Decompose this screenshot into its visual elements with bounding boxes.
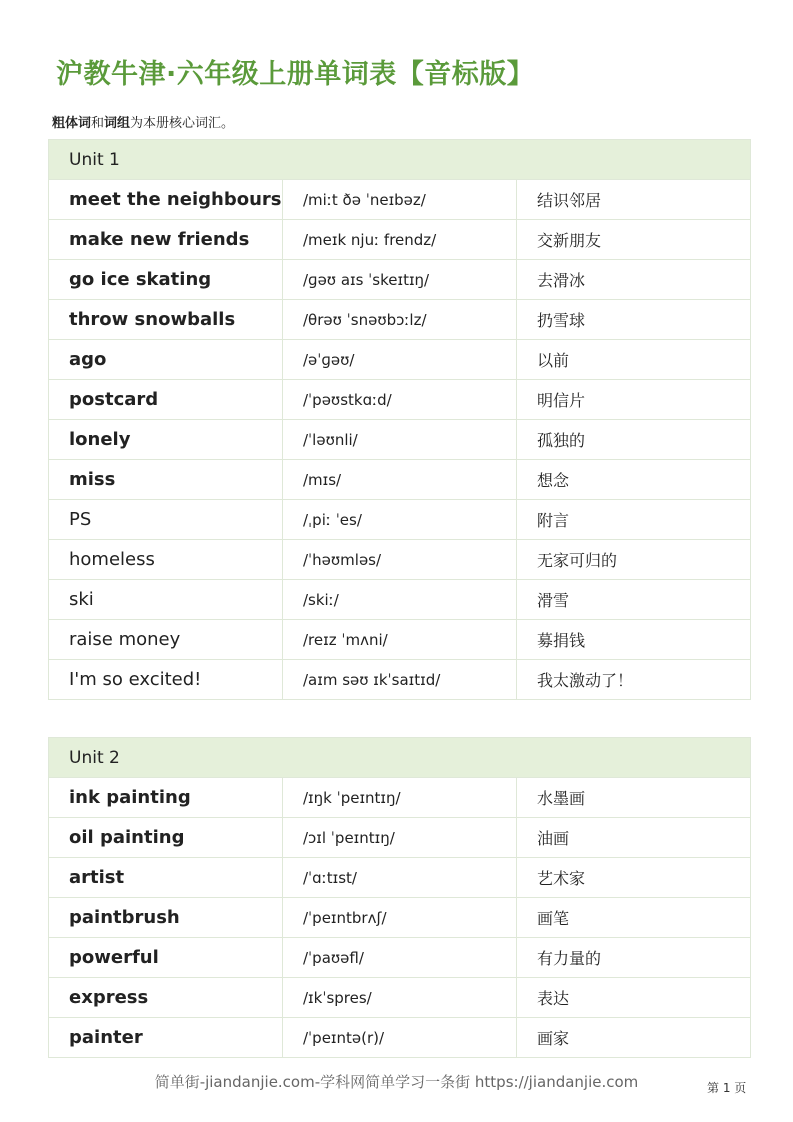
vocab-word: raise money	[49, 620, 283, 660]
vocab-meaning: 艺术家	[517, 858, 751, 898]
vocab-row	[49, 938, 751, 978]
vocab-meaning: 画家	[517, 1018, 751, 1058]
vocab-word: ink painting	[49, 778, 283, 818]
vocab-phonetic: /ˈpəʊstkɑːd/	[283, 380, 517, 420]
vocab-row	[49, 778, 751, 818]
unit-2-body	[49, 738, 751, 1058]
vocab-row	[49, 500, 751, 540]
vocab-phonetic: /ˈləʊnli/	[283, 420, 517, 460]
vocab-phonetic: /ɪkˈspres/	[283, 978, 517, 1018]
core-vocab-note	[52, 112, 234, 131]
vocab-word: make new friends	[49, 220, 283, 260]
vocab-phonetic: /reɪz ˈmʌni/	[283, 620, 517, 660]
note-rest: 为本册核心词汇。	[130, 116, 235, 131]
vocab-meaning: 画笔	[517, 898, 751, 938]
vocab-meaning: 滑雪	[517, 580, 751, 620]
vocab-row	[49, 580, 751, 620]
note-bold-phrases: 词组	[104, 116, 131, 131]
unit-heading: Unit 1	[49, 140, 751, 180]
vocab-phonetic: /ɔɪl ˈpeɪntɪŋ/	[283, 818, 517, 858]
vocab-phonetic: /ˈɑːtɪst/	[283, 858, 517, 898]
vocab-word: ago	[49, 340, 283, 380]
vocab-meaning: 我太激动了！	[517, 660, 751, 700]
vocab-meaning: 孤独的	[517, 420, 751, 460]
vocab-row	[49, 220, 751, 260]
note-conjunction: 和	[91, 116, 105, 131]
unit-header-row	[49, 140, 751, 180]
unit-header-row	[49, 738, 751, 778]
vocab-phonetic: /ˈpeɪntbrʌʃ/	[283, 898, 517, 938]
vocab-row	[49, 660, 751, 700]
vocab-meaning: 交新朋友	[517, 220, 751, 260]
vocab-word: artist	[49, 858, 283, 898]
vocab-meaning: 表达	[517, 978, 751, 1018]
vocab-meaning: 明信片	[517, 380, 751, 420]
vocab-meaning: 无家可归的	[517, 540, 751, 580]
vocab-word: painter	[49, 1018, 283, 1058]
vocab-row	[49, 818, 751, 858]
vocab-meaning: 结识邻居	[517, 180, 751, 220]
vocab-meaning: 想念	[517, 460, 751, 500]
vocab-phonetic: /θrəʊ ˈsnəʊbɔːlz/	[283, 300, 517, 340]
vocab-word: express	[49, 978, 283, 1018]
vocab-row	[49, 540, 751, 580]
vocab-phonetic: /ˈpeɪntə(r)/	[283, 1018, 517, 1058]
vocab-word: miss	[49, 460, 283, 500]
vocab-word: meet the neighbours	[49, 180, 283, 220]
vocab-meaning: 油画	[517, 818, 751, 858]
vocab-word: I'm so excited!	[49, 660, 283, 700]
vocab-meaning: 募捐钱	[517, 620, 751, 660]
vocab-phonetic: /meɪk njuː frendz/	[283, 220, 517, 260]
vocab-word: lonely	[49, 420, 283, 460]
vocab-word: ski	[49, 580, 283, 620]
vocab-phonetic: /əˈɡəʊ/	[283, 340, 517, 380]
vocab-phonetic: /ˈhəʊmləs/	[283, 540, 517, 580]
page-number: 第 1 页	[707, 1081, 747, 1095]
vocab-row	[49, 340, 751, 380]
vocab-phonetic: /mɪs/	[283, 460, 517, 500]
vocab-phonetic: /ɪŋk ˈpeɪntɪŋ/	[283, 778, 517, 818]
vocab-word: postcard	[49, 380, 283, 420]
vocab-word: go ice skating	[49, 260, 283, 300]
vocab-phonetic: /ˌpiː ˈes/	[283, 500, 517, 540]
vocab-row	[49, 380, 751, 420]
vocab-word: paintbrush	[49, 898, 283, 938]
vocab-word: PS	[49, 500, 283, 540]
vocab-phonetic: /miːt ðə ˈneɪbəz/	[283, 180, 517, 220]
note-bold-words: 粗体词	[52, 116, 92, 131]
vocab-meaning: 有力量的	[517, 938, 751, 978]
vocab-row	[49, 300, 751, 340]
vocab-row	[49, 260, 751, 300]
vocab-row	[49, 620, 751, 660]
unit-2-vocab-table	[48, 737, 751, 1058]
vocab-word: homeless	[49, 540, 283, 580]
vocab-phonetic: /ˈpaʊəfl/	[283, 938, 517, 978]
vocab-meaning: 以前	[517, 340, 751, 380]
vocab-row	[49, 1018, 751, 1058]
vocab-row	[49, 898, 751, 938]
page-title: 沪教牛津·六年级上册单词表【音标版】	[56, 59, 535, 90]
vocab-row	[49, 858, 751, 898]
vocab-word: throw snowballs	[49, 300, 283, 340]
vocab-phonetic: /ɡəʊ aɪs ˈskeɪtɪŋ/	[283, 260, 517, 300]
site-footer: 简单街-jiandanjie.com-学科网简单学习一条街 https://jiandanjie.com	[154, 1073, 639, 1091]
unit-heading: Unit 2	[49, 738, 751, 778]
unit-1-vocab-table	[48, 139, 751, 700]
vocab-row	[49, 978, 751, 1018]
vocab-row	[49, 420, 751, 460]
vocab-meaning: 附言	[517, 500, 751, 540]
vocab-row	[49, 460, 751, 500]
vocab-phonetic: /aɪm səʊ ɪkˈsaɪtɪd/	[283, 660, 517, 700]
vocab-meaning: 水墨画	[517, 778, 751, 818]
vocab-row	[49, 180, 751, 220]
vocab-word: powerful	[49, 938, 283, 978]
vocab-word: oil painting	[49, 818, 283, 858]
vocab-meaning: 扔雪球	[517, 300, 751, 340]
vocab-phonetic: /skiː/	[283, 580, 517, 620]
vocab-meaning: 去滑冰	[517, 260, 751, 300]
unit-1-body	[49, 140, 751, 700]
